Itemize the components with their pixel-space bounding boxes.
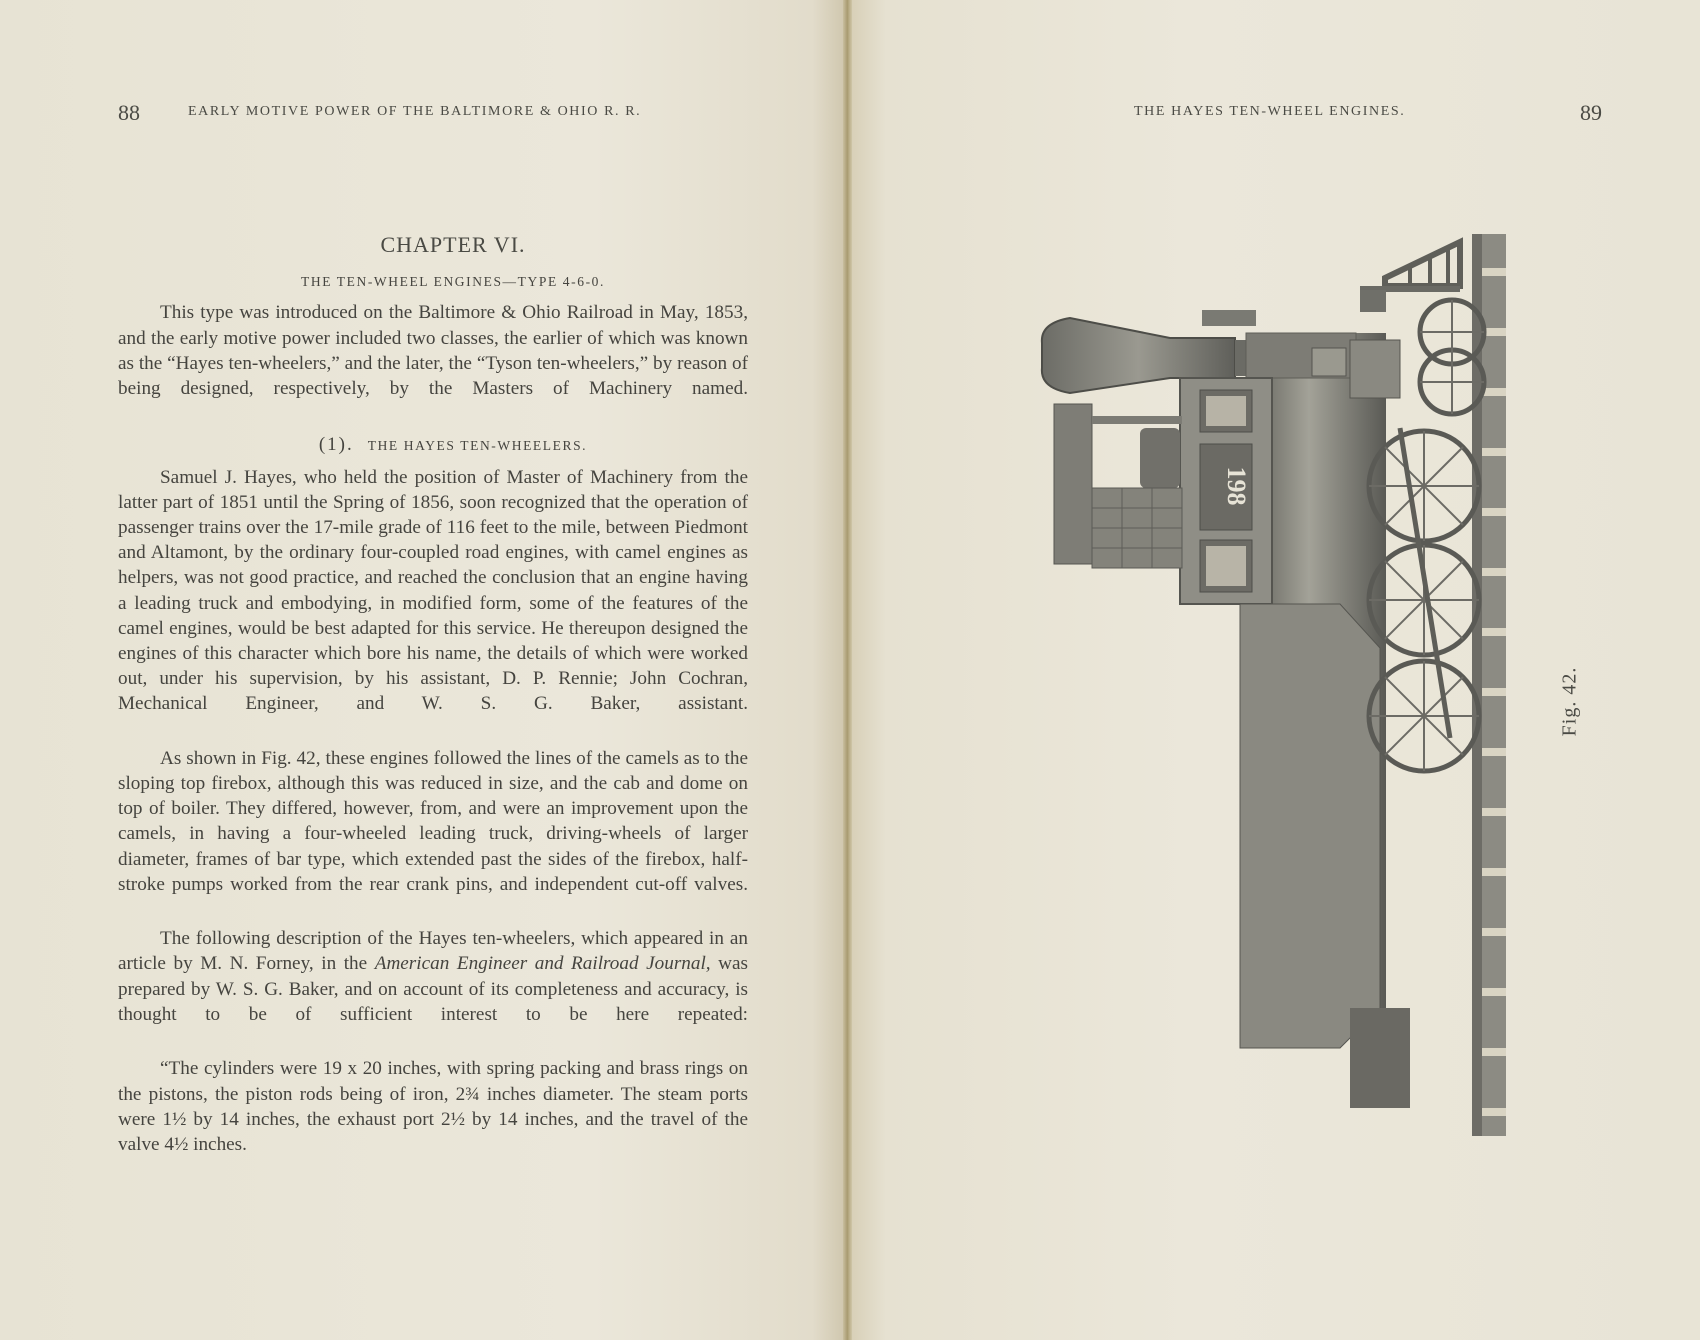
paragraph-forney bbox=[118, 926, 748, 1052]
running-head-left: EARLY MOTIVE POWER OF THE BALTIMORE & OHIO R. R. bbox=[188, 104, 642, 119]
engine-number: 198 bbox=[1222, 466, 1251, 506]
paragraph-fig-reference: As shown in Fig. 42, these engines followed the lines of the camels as to the sloping top firebox, although this was reduced in size, and the cab and dome on top of boiler. They differed, however, from, and were an improvement upon the camels, in having a four-wheeled leading truck, driving-wheels of larger diameter, frames of bar type, which extended past the sides of the firebox, half-stroke pumps worked from the rear crank pins, and independent cut-off valves. bbox=[118, 747, 748, 895]
locomotive-illustration bbox=[1040, 228, 1520, 1148]
left-page bbox=[0, 0, 846, 1340]
section-number: (1). bbox=[318, 434, 354, 456]
paragraph-forney-text: The following description of the Hayes ten-wheelers, which appeared in an article by M. N. Forney, in the bbox=[118, 928, 748, 975]
paragraph-intro: This type was introduced on the Baltimore & Ohio Railroad in May, 1853, and the early motive power included two classes, the earlier of which was known as the “Hayes ten-wheelers,” and the later, the “Tyson ten-wheelers,” by reason of being designed, respectively, by the Masters of Machinery named. bbox=[118, 302, 748, 400]
section-heading bbox=[158, 432, 748, 458]
body-text bbox=[118, 232, 748, 1161]
chapter-title: CHAPTER VI. bbox=[380, 232, 526, 257]
page-number-left: 88 bbox=[118, 100, 140, 125]
paragraph-hayes: Samuel J. Hayes, who held the position of Master of Machinery from the latter part of 1851 until the Spring of 1856, soon recognized that the operation of passenger trains over the 17-mile grade of 116 feet to the mile, between Piedmont and Altamont, by the ordinary four-coupled road engines, with camel engines as helpers, was not good practice, and reached the conclusion that an engine having a leading truck and embodying, in modified form, some of the features of the camel engines, would be best adapted for this service. He thereupon designed the engines of this character which bore his name, the details of which were worked out, under his supervision, by his assistant, D. P. Rennie; John Cochran, Mechanical Engineer, and W. S. G. Baker, assistant. bbox=[118, 466, 748, 715]
page-number-right: 89 bbox=[1580, 100, 1602, 125]
section-title: THE HAYES TEN-WHEELERS. bbox=[367, 438, 588, 454]
figure-caption: Fig. 42. bbox=[1558, 666, 1581, 737]
running-head-right: THE HAYES TEN-WHEEL ENGINES. bbox=[1134, 104, 1406, 119]
paragraph-cylinders: “The cylinders were 19 x 20 inches, with spring packing and brass rings on the pistons, the piston rods being of iron, 2¾ inches diameter. The steam ports were 1½ by 14 inches, the exhaust port 2½ by 14 inches, and the travel of the valve 4½ inches. bbox=[118, 1058, 748, 1155]
chapter-subtitle: THE TEN-WHEEL ENGINES—TYPE 4-6-0. bbox=[301, 274, 605, 290]
journal-title: American Engineer and Railroad Journal, bbox=[374, 953, 711, 975]
locomotive-drawing-icon bbox=[1040, 228, 1520, 1148]
paragraph-forney-text-end: was prepared by W. S. G. Baker, and on account of its completeness and accuracy, is thought to be of sufficient interest to be here repeated: bbox=[118, 953, 748, 1025]
